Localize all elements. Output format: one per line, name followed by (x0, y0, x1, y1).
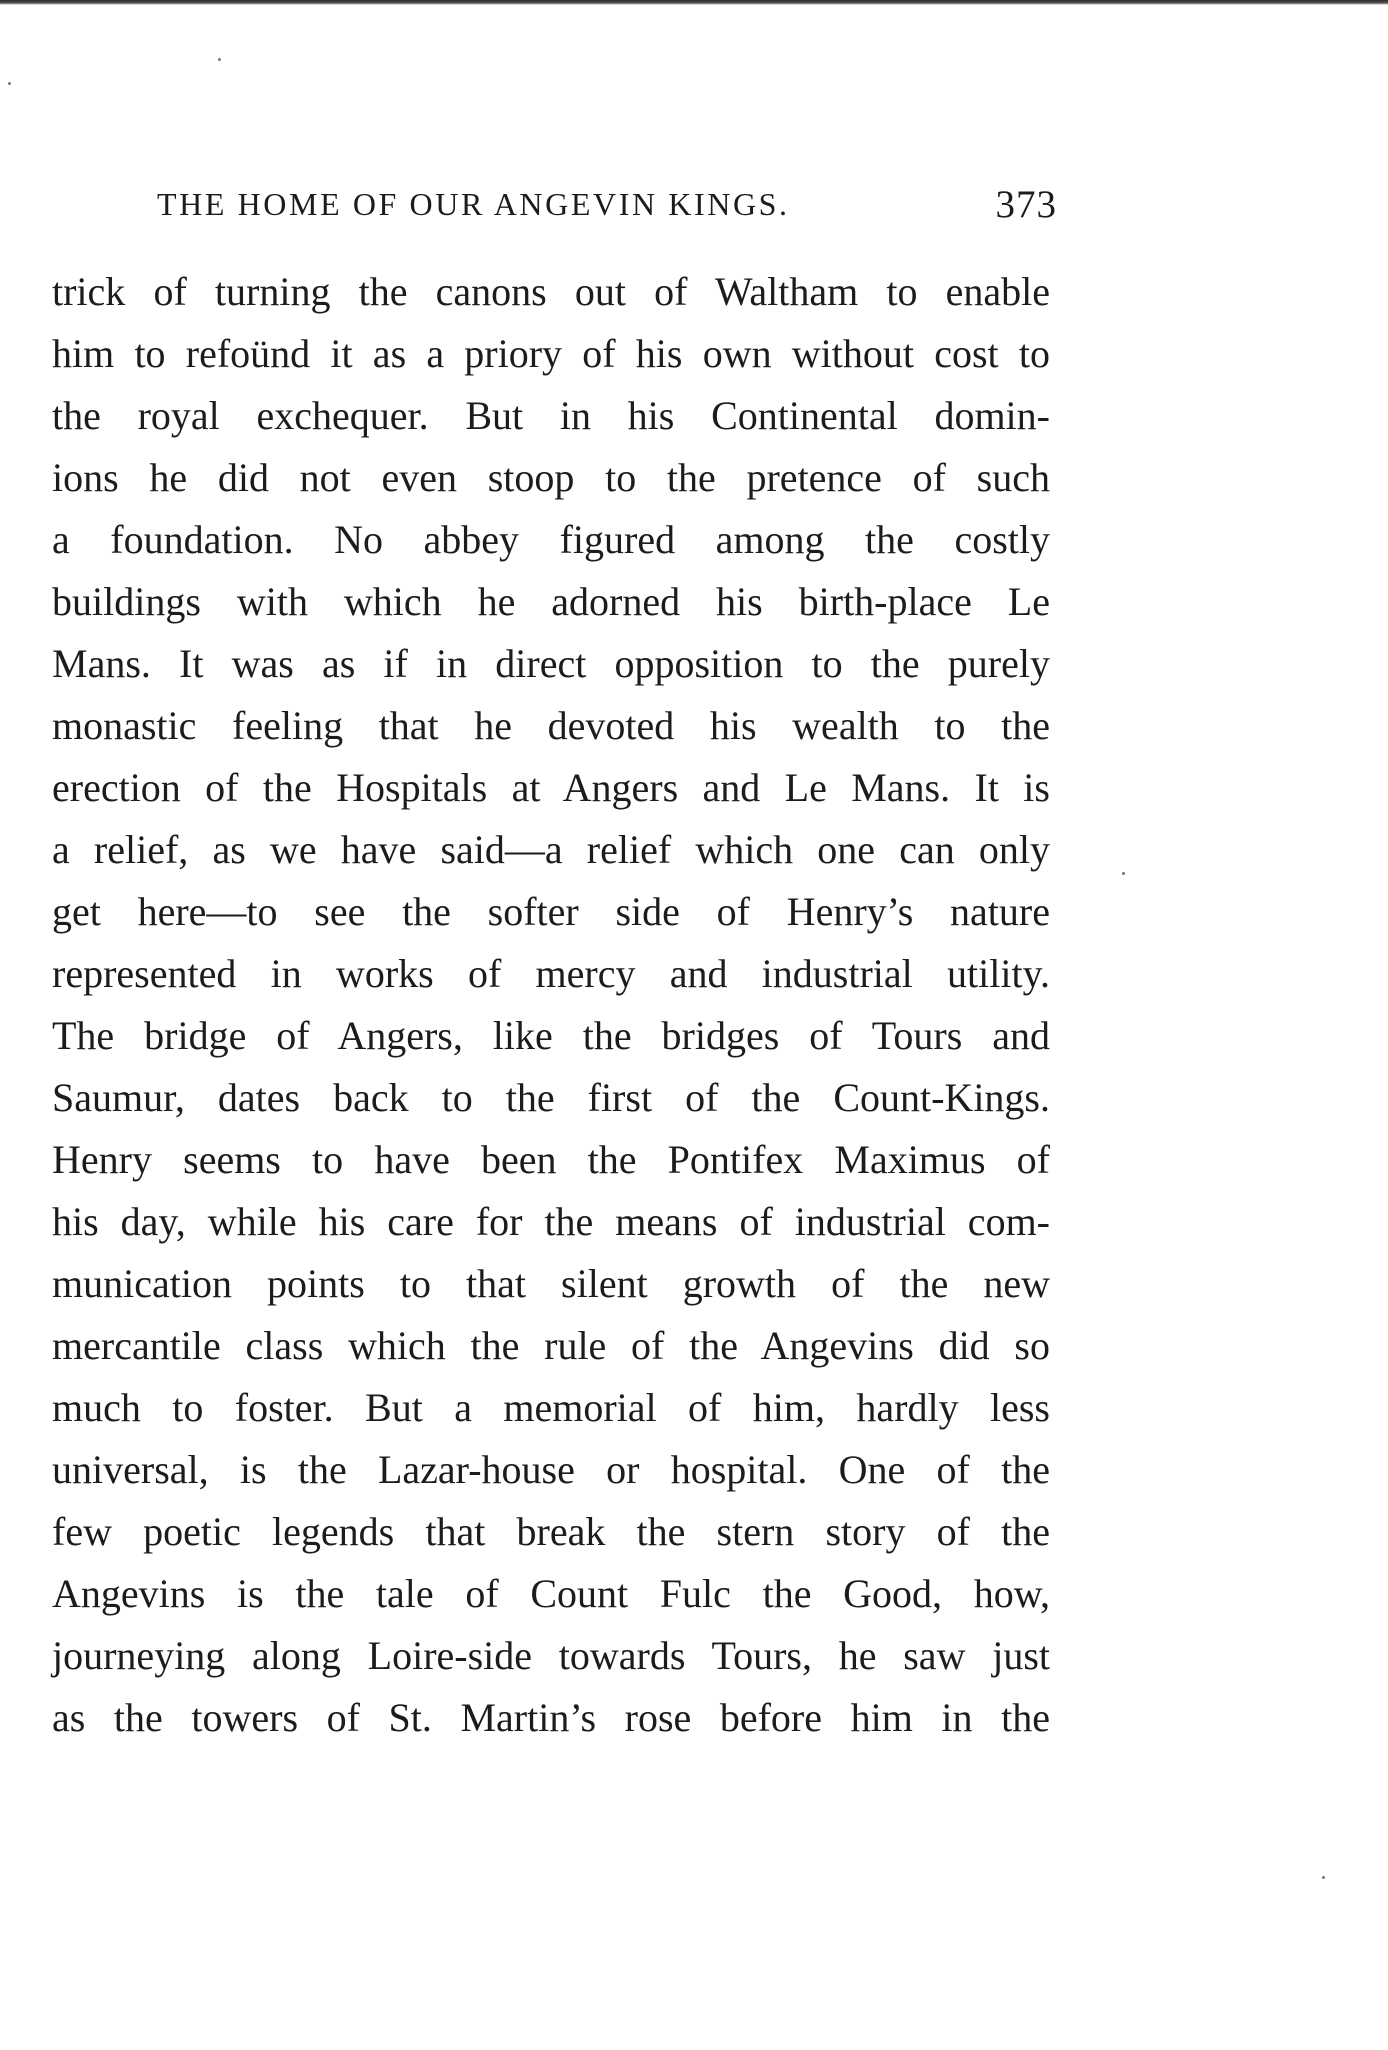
text-line: him to refoünd it as a priory of his own without cost to (52, 331, 1050, 376)
text-line: erection of the Hospitals at Angers and Le Mans. It is (52, 765, 1050, 810)
text-line: Angevins is the tale of Count Fulc the Good, how, (52, 1571, 1050, 1616)
text-line: Mans. It was as if in direct opposition to the purely (52, 641, 1050, 686)
scan-speck (8, 82, 11, 85)
scan-top-edge (0, 0, 1388, 5)
scan-speck (1322, 1876, 1325, 1879)
text-line: few poetic legends that break the stern story of the (52, 1509, 1050, 1554)
running-head (157, 183, 1057, 246)
text-line: ions he did not even stoop to the pretence of such (52, 455, 1050, 500)
page-number: 373 (995, 183, 1057, 226)
text-line: much to foster. But a memorial of him, hardly less (52, 1385, 1050, 1430)
text-line: universal, is the Lazar-house or hospital. One of the (52, 1447, 1050, 1492)
text-line: mercantile class which the rule of the Angevins did so (52, 1323, 1050, 1368)
body-text (52, 261, 1050, 1749)
scan-speck (218, 58, 221, 61)
text-line: as the towers of St. Martin’s rose before him in the (52, 1695, 1050, 1740)
text-line: a foundation. No abbey figured among the costly (52, 517, 1050, 562)
text-line: represented in works of mercy and industrial utility. (52, 951, 1050, 996)
text-line: his day, while his care for the means of industrial com- (52, 1199, 1050, 1244)
text-line: get here—to see the softer side of Henry’s nature (52, 889, 1050, 934)
text-line: Henry seems to have been the Pontifex Maximus of (52, 1137, 1050, 1182)
scan-speck (1122, 872, 1125, 875)
text-line: The bridge of Angers, like the bridges of Tours and (52, 1013, 1050, 1058)
text-line: a relief, as we have said—a relief which one can only (52, 827, 1050, 872)
text-line: journeying along Loire-side towards Tours, he saw just (52, 1633, 1050, 1678)
text-line: buildings with which he adorned his birth-place Le (52, 579, 1050, 624)
text-line: munication points to that silent growth of the new (52, 1261, 1050, 1306)
running-title: THE HOME OF OUR ANGEVIN KINGS. (157, 186, 790, 222)
text-line: Saumur, dates back to the first of the Count-Kings. (52, 1075, 1050, 1120)
text-line: trick of turning the canons out of Waltham to enable (52, 269, 1050, 314)
text-line: monastic feeling that he devoted his wealth to the (52, 703, 1050, 748)
text-line: the royal exchequer. But in his Continental domin- (52, 393, 1050, 438)
